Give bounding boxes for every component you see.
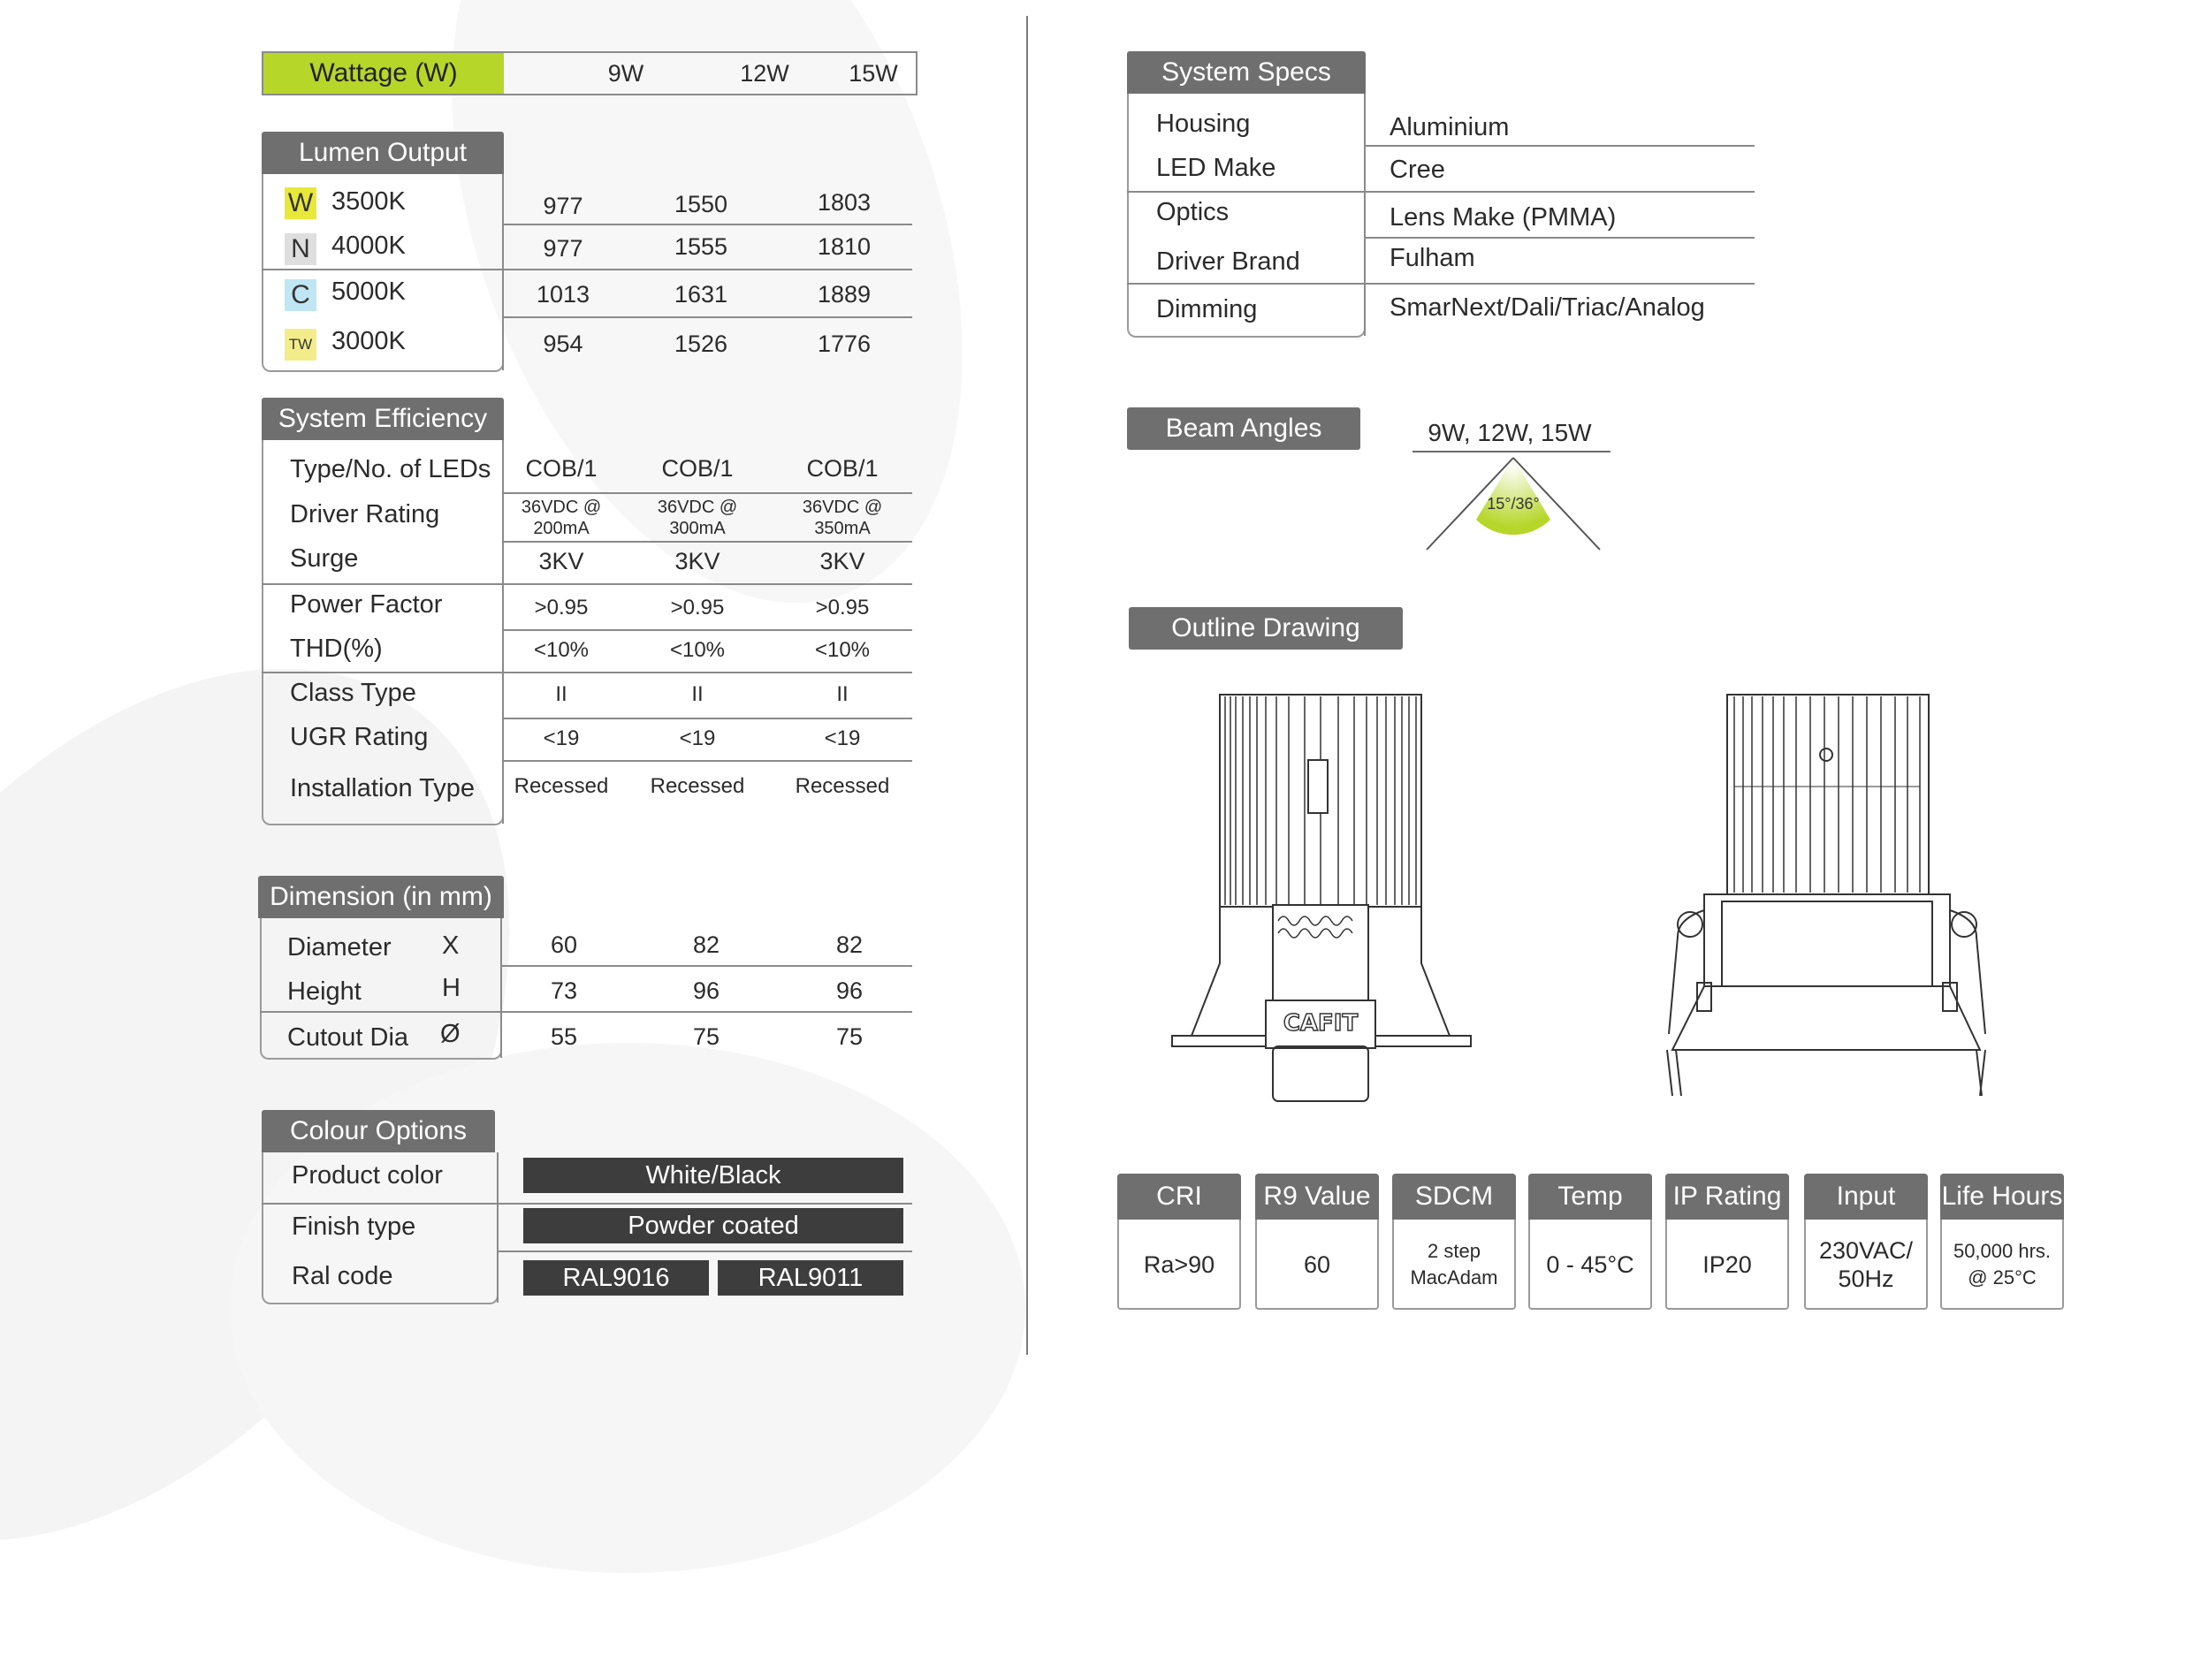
- spec-value: Lens Make (PMMA): [1390, 203, 1617, 232]
- ral-code-9016: RAL9016: [523, 1260, 709, 1296]
- eff-label: Surge: [290, 544, 359, 573]
- spec-value: SmarNext/Dali/Triac/Analog: [1390, 293, 1705, 322]
- row-divider: [502, 492, 912, 494]
- row-divider: [502, 316, 912, 318]
- finish-type-label: Finish type: [292, 1212, 416, 1241]
- lumen-value: 977: [543, 193, 583, 219]
- temp-tile: [1528, 1174, 1652, 1310]
- eff-value: 3KV: [819, 548, 865, 574]
- eff-value: <19: [824, 726, 861, 750]
- spec-label: Optics: [1156, 198, 1230, 226]
- tunable-white-badge: TW: [285, 329, 316, 361]
- lumen-value: 1013: [536, 281, 590, 308]
- lumen-temp-3000k: 3000K: [331, 327, 406, 355]
- product-color-value: White/Black: [523, 1158, 903, 1193]
- eff-value: COB/1: [525, 455, 598, 482]
- eff-label: Class Type: [290, 679, 416, 707]
- system-efficiency-header: System Efficiency: [262, 398, 504, 440]
- dimension-header: Dimension (in mm): [258, 876, 504, 918]
- lumen-value: 954: [543, 331, 583, 357]
- eff-value: 3KV: [538, 548, 584, 574]
- eff-value: Recessed: [650, 774, 745, 798]
- tile-label: Life Hours: [1940, 1174, 2064, 1220]
- wattage-12w: 12W: [740, 60, 789, 87]
- dim-symbol: X: [442, 931, 460, 960]
- lumen-temp-5000k: 5000K: [331, 277, 406, 306]
- dim-value: 82: [692, 931, 720, 958]
- eff-value: >0.95: [670, 596, 725, 620]
- tile-value: Ra>90: [1143, 1251, 1215, 1278]
- brand-mark: CAFIT: [1283, 1010, 1359, 1037]
- spec-label: Housing: [1156, 110, 1251, 138]
- sdcm-tile: [1392, 1174, 1516, 1310]
- eff-value: 36VDC @ 300mA: [657, 498, 738, 538]
- eff-value: Recessed: [514, 774, 609, 798]
- ral-code-9011: RAL9011: [718, 1260, 903, 1296]
- outline-drawing-header: Outline Drawing: [1129, 607, 1403, 650]
- wattage-15w: 15W: [849, 60, 898, 87]
- eff-label: Driver Rating: [290, 500, 440, 528]
- lumen-output-header: Lumen Output: [262, 132, 504, 174]
- spec-value: Cree: [1390, 156, 1445, 184]
- dim-label: Cutout Dia: [287, 1023, 409, 1052]
- eff-value: <10%: [669, 638, 726, 662]
- tile-value: 60: [1303, 1251, 1331, 1278]
- beam-angles-header: Beam Angles: [1127, 407, 1360, 450]
- eff-value: 36VDC @ 200mA: [521, 498, 602, 538]
- row-divider: [1364, 145, 1755, 147]
- row-divider: [502, 760, 912, 762]
- row-divider: [1364, 237, 1755, 239]
- row-divider: [262, 269, 912, 270]
- row-divider: [502, 224, 912, 225]
- eff-value: <10%: [533, 638, 590, 662]
- lumen-value: 977: [543, 235, 583, 262]
- eff-value: Recessed: [795, 774, 890, 798]
- eff-value: <10%: [814, 638, 871, 662]
- wattage-label: Wattage (W): [263, 53, 504, 94]
- cri-tile: [1117, 1174, 1241, 1310]
- dim-value: 60: [550, 931, 578, 958]
- system-specs-header: System Specs: [1127, 51, 1366, 94]
- dim-symbol: H: [442, 974, 461, 1002]
- tile-label: Temp: [1528, 1174, 1652, 1220]
- dim-value: 73: [550, 977, 578, 1004]
- spec-label: Dimming: [1156, 295, 1258, 323]
- tile-label: CRI: [1117, 1174, 1241, 1220]
- r9-value-tile: [1255, 1174, 1379, 1310]
- row-divider: [502, 718, 912, 719]
- wattage-9w: 9W: [607, 60, 644, 87]
- lumen-value: 1776: [817, 331, 872, 357]
- system-efficiency-box: [262, 440, 504, 825]
- outline-drawing-front: [1167, 689, 1494, 1114]
- spec-value: Fulham: [1390, 244, 1475, 272]
- lumen-value: 1631: [674, 281, 728, 308]
- finish-type-value: Powder coated: [523, 1208, 903, 1243]
- eff-label: THD(%): [290, 635, 383, 663]
- lumen-value: 1810: [817, 233, 872, 260]
- eff-label: Installation Type: [290, 774, 476, 802]
- row-divider: [260, 1011, 912, 1013]
- eff-value: II: [555, 682, 567, 706]
- row-divider: [262, 1203, 912, 1205]
- specs-col-divider: [1364, 94, 1366, 336]
- dim-value: 96: [835, 977, 864, 1004]
- tile-value: IP20: [1702, 1251, 1752, 1278]
- tile-label: R9 Value: [1255, 1174, 1379, 1220]
- lumen-value: 1803: [817, 189, 872, 216]
- tile-value: 2 step MacAdam: [1410, 1240, 1498, 1289]
- dim-label: Height: [287, 977, 362, 1006]
- eff-value: 36VDC @ 350mA: [802, 498, 883, 538]
- tile-value: 50,000 hrs. @ 25°C: [1953, 1240, 2052, 1289]
- cool-white-badge: C: [285, 279, 316, 311]
- eff-value: <19: [543, 726, 580, 750]
- dim-value: 75: [692, 1023, 720, 1050]
- lumen-col-divider: [502, 174, 504, 370]
- eff-label: Type/No. of LEDs: [290, 455, 491, 483]
- tile-label: IP Rating: [1665, 1174, 1789, 1220]
- eff-label: UGR Rating: [290, 723, 429, 751]
- dim-value: 96: [692, 977, 720, 1004]
- input-tile: [1804, 1174, 1928, 1310]
- row-divider: [1127, 283, 1755, 285]
- dim-symbol: Ø: [440, 1020, 461, 1048]
- row-divider: [1127, 191, 1755, 193]
- ip-rating-tile: [1665, 1174, 1789, 1310]
- eff-value: COB/1: [806, 455, 879, 482]
- center-divider: [1026, 16, 1028, 1355]
- eff-value: <19: [679, 726, 716, 750]
- colour-col-divider: [497, 1152, 499, 1303]
- ral-code-label: Ral code: [292, 1262, 393, 1290]
- dim-value: 82: [835, 931, 864, 958]
- dim-label: Diameter: [287, 933, 392, 962]
- row-divider: [497, 1250, 912, 1252]
- outline-drawing-side: [1649, 689, 2003, 1114]
- row-divider: [502, 629, 912, 631]
- eff-value: COB/1: [661, 455, 734, 482]
- colour-options-header: Colour Options: [262, 1110, 495, 1152]
- eff-value: >0.95: [815, 596, 870, 620]
- lumen-value: 1550: [674, 191, 728, 217]
- eff-value: II: [691, 682, 704, 706]
- beam-angle-value: 15°/36°: [1487, 495, 1540, 513]
- row-divider: [262, 672, 912, 673]
- tile-label: Input: [1804, 1174, 1928, 1220]
- dim-value: 75: [835, 1023, 864, 1050]
- eff-value: 3KV: [674, 548, 720, 574]
- neutral-white-badge: N: [285, 233, 316, 265]
- eff-value: II: [836, 682, 849, 706]
- warm-white-badge: W: [285, 187, 316, 219]
- eff-label: Power Factor: [290, 590, 443, 619]
- spec-label: Driver Brand: [1156, 247, 1300, 276]
- tile-label: SDCM: [1392, 1174, 1516, 1220]
- tile-value: 0 - 45°C: [1546, 1251, 1634, 1278]
- lumen-temp-4000k: 4000K: [331, 232, 406, 260]
- life-hours-tile: [1940, 1174, 2064, 1310]
- tile-value: 230VAC/ 50Hz: [1818, 1237, 1914, 1292]
- spec-value: Aluminium: [1390, 113, 1510, 141]
- spec-label: LED Make: [1156, 154, 1276, 182]
- row-divider: [262, 583, 912, 585]
- lumen-value: 1526: [674, 331, 728, 357]
- row-divider: [502, 541, 912, 543]
- lumen-temp-3500k: 3500K: [331, 187, 406, 216]
- product-color-label: Product color: [292, 1161, 443, 1190]
- wattage-row: [262, 51, 918, 95]
- lumen-value: 1889: [817, 281, 872, 308]
- eff-value: >0.95: [534, 596, 589, 620]
- beam-wattages: 9W, 12W, 15W: [1428, 419, 1592, 446]
- dim-value: 55: [550, 1023, 578, 1050]
- row-divider: [500, 965, 912, 967]
- lumen-value: 1555: [674, 233, 728, 260]
